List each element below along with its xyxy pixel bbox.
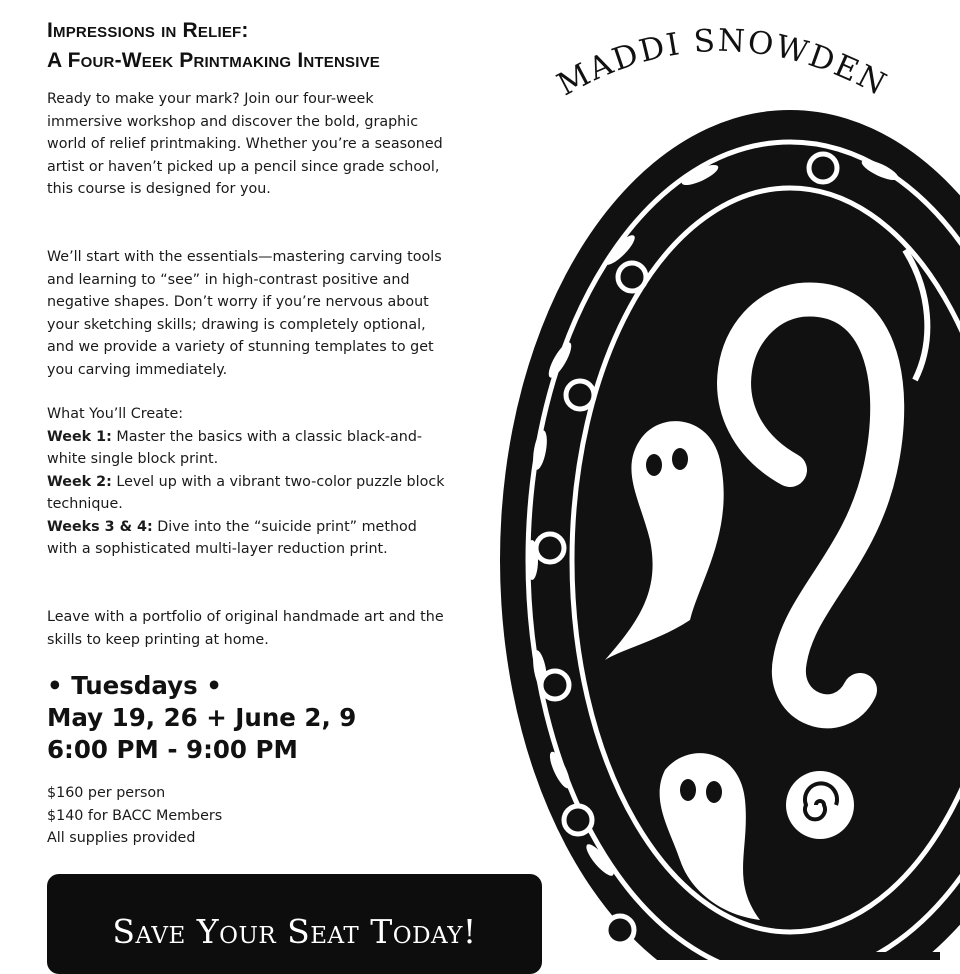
what-you-create xyxy=(47,403,447,561)
schedule xyxy=(47,670,356,766)
create-heading: What You’ll Create: xyxy=(47,406,184,422)
linocut-artwork xyxy=(490,0,960,960)
week-label: Week 2: xyxy=(47,473,112,490)
essentials-paragraph: We’ll start with the essentials—mastering carving tools and learning to “see” in high-contrast positive and negative shapes. Don’t worry if you’re nervous about your sketching skills; drawing is completely optional, and we provide a variety of stunning templates to get you carving immediately. xyxy=(47,249,442,378)
spiral-shape xyxy=(786,771,854,839)
schedule-day: • Tuesdays • xyxy=(47,671,222,700)
week-label: Weeks 3 & 4: xyxy=(47,518,153,535)
week-description: Master the basics with a classic black-and-white single block print. xyxy=(47,428,423,467)
week-item xyxy=(47,516,447,561)
title-line-2: A Four-Week Printmaking Intensive xyxy=(47,49,380,72)
supplies-note: All supplies provided xyxy=(47,830,196,846)
week-description: Dive into the “suicide print” method with a sophisticated multi-layer reduction print. xyxy=(47,518,417,557)
title-line-1: Impressions in Relief: xyxy=(47,19,249,42)
page-title xyxy=(47,16,380,76)
corner-mark xyxy=(822,952,940,960)
week-item xyxy=(47,426,447,471)
schedule-time: 6:00 PM - 9:00 PM xyxy=(47,735,298,764)
save-seat-label: Save Your Seat Today! xyxy=(112,912,477,951)
save-seat-button[interactable] xyxy=(47,874,542,974)
artist-name: MADDI SNOWDEN xyxy=(551,22,894,104)
closing-paragraph: Leave with a portfolio of original handmade art and the skills to keep printing at home. xyxy=(47,609,444,648)
week-label: Week 1: xyxy=(47,428,112,445)
schedule-dates: May 19, 26 + June 2, 9 xyxy=(47,703,357,732)
intro-paragraph: Ready to make your mark? Join our four-week immersive workshop and discover the bold, graphic world of relief printmaking. Whether you’re a seasoned artist or haven’t picked up a pencil since grade school, this course is designed for you. xyxy=(47,91,443,197)
week-item xyxy=(47,471,447,516)
pricing xyxy=(47,782,222,850)
week-description: Level up with a vibrant two-color puzzle block technique. xyxy=(47,473,445,512)
price-general: $160 per person xyxy=(47,785,166,801)
price-members: $140 for BACC Members xyxy=(47,807,223,824)
